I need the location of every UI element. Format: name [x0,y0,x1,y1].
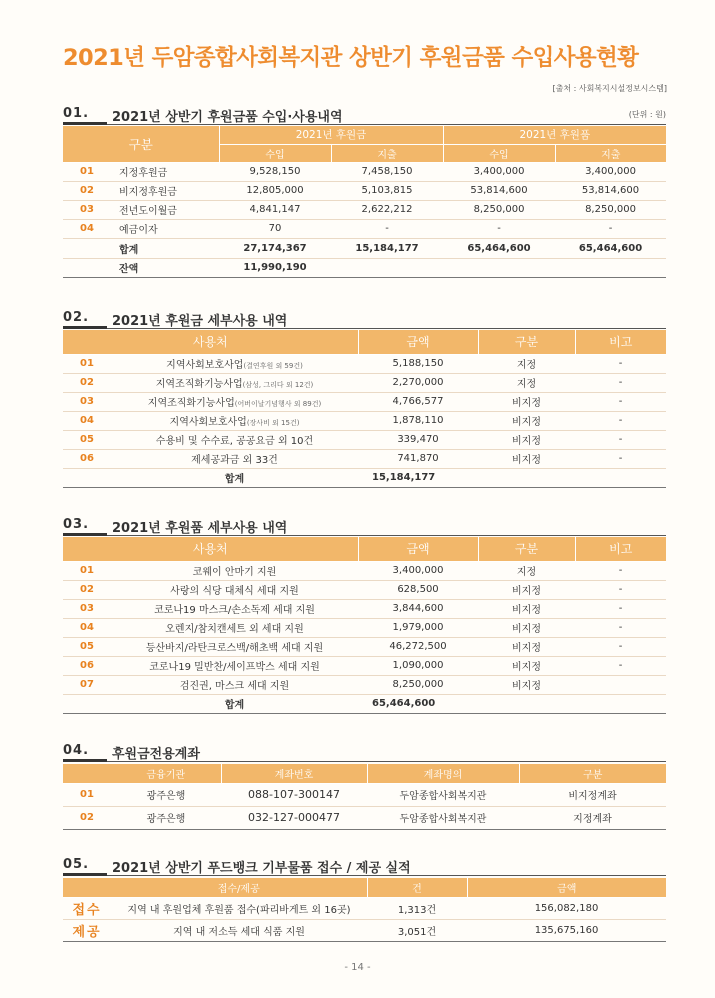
divider-accent [63,122,107,125]
header-amount: 금액 [467,878,666,897]
row-number: 02 [63,373,111,392]
money-out-cell: 2,622,212 [331,200,443,219]
header-money-out: 지출 [331,144,443,162]
type-cell: 비지정계좌 [519,783,666,806]
goods-out-cell: 8,250,000 [555,200,666,219]
money-in-cell: 12,805,000 [219,181,331,200]
use-name: 사랑의 식당 대체식 세대 지원 [111,580,358,599]
balance-value: 11,990,190 [219,258,331,277]
table-row [63,392,666,411]
row-number: 05 [63,637,111,656]
table-row [63,656,666,675]
amount-cell: 3,400,000 [358,561,478,580]
note-cell: - [575,599,666,618]
total-amount: 15,184,177 [358,468,478,487]
row-number: 01 [63,783,111,806]
total-row [63,468,666,487]
use-detail: (어버이날기념행사 외 89건) [234,400,322,408]
type-cell: 지정 [478,373,575,392]
use-name: 지역사회보호사업 [169,417,247,428]
use-name: 제세공과금 외 33건 [111,449,358,468]
use-cell [111,392,358,411]
header-amount: 금액 [358,537,478,561]
type-cell: 비지정 [478,675,575,694]
row-number: 05 [63,430,111,449]
type-cell: 지정 [478,561,575,580]
section-title: 2021년 상반기 푸드뱅크 기부물품 접수 / 제공 실적 [112,861,411,876]
header-count: 건 [367,878,467,897]
table-row [63,373,666,392]
goods-out-cell: 3,400,000 [555,162,666,181]
row-number: 01 [63,162,111,181]
table-row [63,919,666,941]
header-type: 구분 [478,330,575,354]
money-out-cell: 5,103,815 [331,181,443,200]
account-number: 032-127-000477 [221,806,367,829]
goods-in-cell: 53,814,600 [443,181,555,200]
amount-cell: 2,270,000 [358,373,478,392]
amount-cell: 46,272,500 [358,637,478,656]
note-cell: - [575,411,666,430]
type-cell: 비지정 [478,449,575,468]
provision-tag: 제공 [63,919,111,941]
amount-cell: 628,500 [358,580,478,599]
goods-out-cell: 53,814,600 [555,181,666,200]
type-cell: 비지정 [478,392,575,411]
money-in-cell: 9,528,150 [219,162,331,181]
amount-cell: 5,188,150 [358,354,478,373]
count-cell: 1,313건 [367,897,467,919]
type-cell: 비지정 [478,580,575,599]
total-label: 합계 [111,694,358,713]
row-number: 06 [63,656,111,675]
total-money-in: 27,174,367 [219,238,331,258]
table-row [63,354,666,373]
note-cell: - [575,392,666,411]
balance-row [63,258,666,277]
divider [63,124,666,125]
foodbank-table [63,878,666,942]
section-title: 2021년 후원품 세부사용 내역 [112,521,288,536]
section-title: 2021년 후원금 세부사용 내역 [112,314,288,329]
note-cell: - [575,373,666,392]
header-use: 사용처 [63,537,358,561]
use-detail: (장사비 외 15건) [246,419,300,427]
section-title: 2021년 상반기 후원금품 수입·사용내역 [112,110,343,125]
row-number: 07 [63,675,111,694]
income-usage-table [63,126,666,278]
divider-accent [63,759,107,762]
holder-cell: 두암종합사회복지관 [367,783,519,806]
header-type: 구분 [478,537,575,561]
amount-cell: 3,844,600 [358,599,478,618]
account-number: 088-107-300147 [221,783,367,806]
row-label: 전년도이월금 [111,200,219,219]
money-out-cell: 7,458,150 [331,162,443,181]
goods-in-cell: 3,400,000 [443,162,555,181]
row-label: 지정후원금 [111,162,219,181]
type-cell: 비지정 [478,637,575,656]
amount-cell: 1,979,000 [358,618,478,637]
divider-accent [63,533,107,536]
section-5-header [63,855,666,877]
description-cell: 지역 내 저소득 세대 식품 지원 [111,919,367,941]
receipt-tag: 접수 [63,897,111,919]
table-row [63,897,666,919]
row-number: 03 [63,599,111,618]
row-number: 01 [63,561,111,580]
header-note: 비고 [575,330,666,354]
section-number: 03. [63,517,90,532]
table-row [63,637,666,656]
note-cell: - [575,637,666,656]
table-row [63,430,666,449]
amount-cell: 741,870 [358,449,478,468]
header-goods-out: 지출 [555,144,666,162]
total-row [63,694,666,713]
type-cell: 비지정 [478,430,575,449]
bank-cell: 광주은행 [111,783,221,806]
amount-cell: 135,675,160 [467,919,666,941]
row-number: 02 [63,181,111,200]
divider [63,535,666,536]
note-cell: - [575,354,666,373]
table-row [63,411,666,430]
note-cell: - [575,618,666,637]
header-kind: 접수/제공 [111,878,367,897]
header-bank: 금융기관 [111,764,221,783]
divider [63,875,666,876]
section-4-header [63,741,666,763]
use-name: 지역조직화기능사업 [155,379,243,390]
section-3-header [63,515,666,537]
type-cell: 지정 [478,354,575,373]
goods-usage-table [63,537,666,714]
total-label: 합계 [111,468,358,487]
note-cell [575,675,666,694]
header-amount: 금액 [358,330,478,354]
goods-in-cell: 8,250,000 [443,200,555,219]
use-cell [111,373,358,392]
header-goods: 2021년 후원품 [443,126,666,144]
table-row [63,200,666,219]
row-number: 02 [63,806,111,829]
row-number: 04 [63,411,111,430]
section-number: 01. [63,106,90,121]
type-cell: 비지정 [478,618,575,637]
amount-cell: 1,878,110 [358,411,478,430]
table-row [63,783,666,806]
header-money-in: 수입 [219,144,331,162]
header-goods-in: 수입 [443,144,555,162]
total-money-out: 15,184,177 [331,238,443,258]
table-row [63,449,666,468]
total-row [63,238,666,258]
divider [63,761,666,762]
row-number: 03 [63,392,111,411]
type-cell: 비지정 [478,411,575,430]
row-number: 04 [63,618,111,637]
count-cell: 3,051건 [367,919,467,941]
note-cell: - [575,580,666,599]
section-number: 02. [63,310,90,325]
total-goods-out: 65,464,600 [555,238,666,258]
section-title: 후원금전용계좌 [112,747,200,762]
row-label: 비지정후원금 [111,181,219,200]
use-name: 코로나19 마스크/손소독제 세대 지원 [111,599,358,618]
row-number: 04 [63,219,111,238]
divider [63,328,666,329]
header-category: 구분 [63,126,219,162]
balance-label: 잔액 [111,258,219,277]
amount-cell: 339,470 [358,430,478,449]
use-detail: (결연후원 외 59건) [243,362,303,370]
type-cell: 지정계좌 [519,806,666,829]
row-label: 예금이자 [111,219,219,238]
table-row [63,181,666,200]
use-name: 등산바지/라탄크로스백/해초백 세대 지원 [111,637,358,656]
table-row [63,599,666,618]
use-name: 코웨이 안마기 지원 [111,561,358,580]
header-use: 사용처 [63,330,358,354]
account-table [63,764,666,830]
header-money: 2021년 후원금 [219,126,443,144]
table-row [63,618,666,637]
header-holder: 계좌명의 [367,764,519,783]
note-cell: - [575,449,666,468]
divider-accent [63,326,107,329]
amount-cell: 156,082,180 [467,897,666,919]
row-number: 01 [63,354,111,373]
money-in-cell: 4,841,147 [219,200,331,219]
type-cell: 비지정 [478,599,575,618]
description-cell: 지역 내 후원업체 후원품 접수(파리바게트 외 16곳) [111,897,367,919]
use-detail: (삼성, 그리다 외 12건) [242,381,314,389]
amount-cell: 4,766,577 [358,392,478,411]
table-row [63,561,666,580]
use-name: 지역사회보호사업 [166,360,244,371]
use-name: 지역조직화기능사업 [147,398,235,409]
use-cell [111,354,358,373]
source-note: [출처 : 사회복지시설정보시스템] [552,84,667,93]
bank-cell: 광주은행 [111,806,221,829]
type-cell: 비지정 [478,656,575,675]
amount-cell: 8,250,000 [358,675,478,694]
total-amount: 65,464,600 [358,694,478,713]
note-cell: - [575,561,666,580]
total-goods-in: 65,464,600 [443,238,555,258]
row-number: 06 [63,449,111,468]
table-row [63,219,666,238]
note-cell: - [575,430,666,449]
use-name: 오렌지/참치캔세트 외 세대 지원 [111,618,358,637]
header-account: 계좌번호 [221,764,367,783]
section-1-header [63,104,666,126]
section-number: 05. [63,857,90,872]
section-number: 04. [63,743,90,758]
unit-note: (단위 : 원) [628,110,666,119]
table-row [63,675,666,694]
page-number: - 14 - [344,962,371,973]
holder-cell: 두암종합사회복지관 [367,806,519,829]
total-label: 합계 [111,238,219,258]
money-out-cell: - [331,219,443,238]
note-cell: - [575,656,666,675]
section-2-header [63,308,666,330]
money-usage-table [63,330,666,488]
money-in-cell: 70 [219,219,331,238]
table-row [63,806,666,829]
table-row [63,162,666,181]
header-type: 구분 [519,764,666,783]
use-name: 수용비 및 수수료, 공공요금 외 10건 [111,430,358,449]
goods-in-cell: - [443,219,555,238]
row-number: 02 [63,580,111,599]
header-note: 비고 [575,537,666,561]
use-name: 코로나19 밀반찬/세이프박스 세대 지원 [111,656,358,675]
goods-out-cell: - [555,219,666,238]
amount-cell: 1,090,000 [358,656,478,675]
row-number: 03 [63,200,111,219]
use-cell [111,411,358,430]
divider-accent [63,873,107,876]
page-title: 2021년 두암종합사회복지관 상반기 후원금품 수입사용현황 [63,45,639,71]
table-row [63,580,666,599]
use-name: 검진권, 마스크 세대 지원 [111,675,358,694]
